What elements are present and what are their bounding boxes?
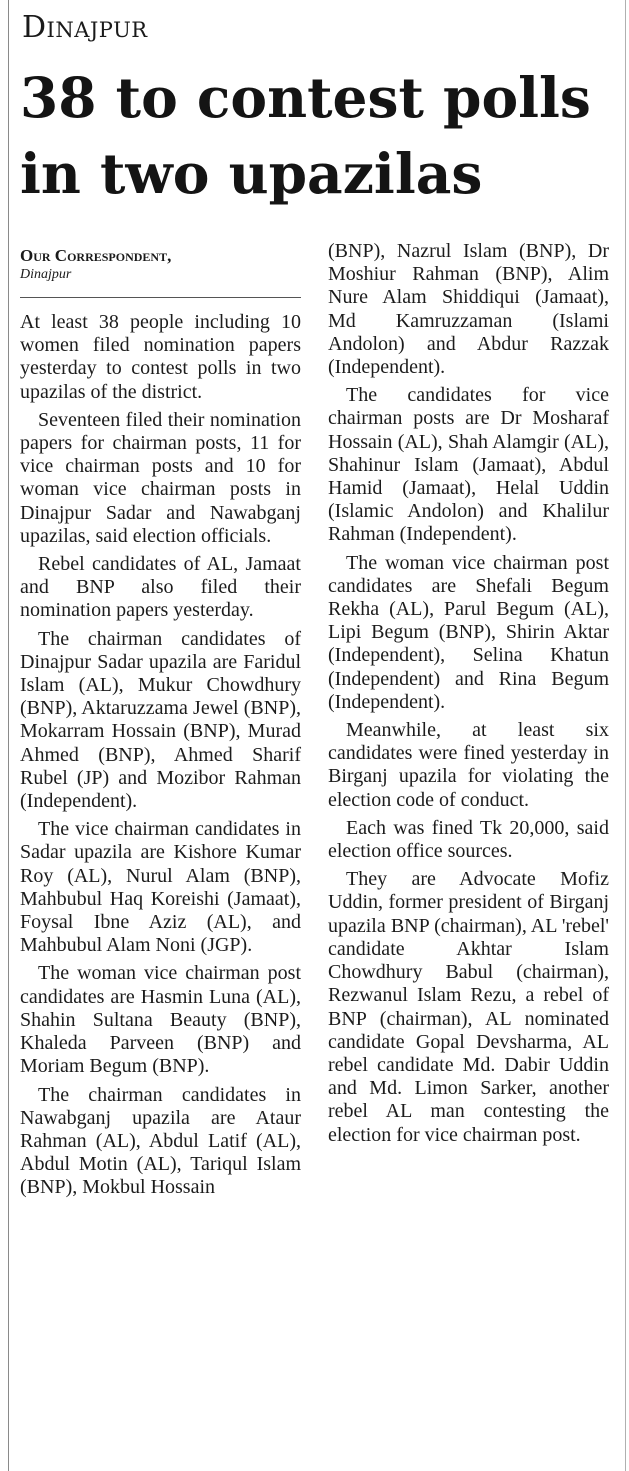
paragraph: Rebel candidates of AL, Jamaat and BNP also filed their nomination papers yesterday. [20, 553, 301, 622]
headline-line-2: in two upazilas [20, 141, 483, 206]
paragraph: Seventeen filed their nomination papers for chairman posts, 11 for vice chairman posts and 10 for woman vice chairman posts in Dinajpur Sadar and Nawabganj upazilas, said election officials. [20, 408, 301, 547]
section-kicker: Dinajpur [22, 10, 148, 45]
article-column-2 [328, 240, 609, 1152]
headline-line-1: 38 to contest polls [20, 65, 591, 130]
paragraph: The candidates for vice chairman posts are Dr Mosharaf Hossain (AL), Shah Alamgir (AL), Shahinur Islam (Jamaat), Abdul Hamid (Jamaat), Helal Uddin (Islamic Andolon) and Khalilur Rahman (Independent). [328, 384, 609, 546]
paragraph: Meanwhile, at least six candidates were fined yesterday in Birganj upazila for violating the election code of conduct. [328, 719, 609, 811]
headline [20, 60, 620, 212]
byline-name: Our Correspondent, [20, 246, 172, 265]
column-divider-left [8, 0, 9, 1471]
paragraph: The chairman candidates in Nawabganj upazila are Ataur Rahman (AL), Abdul Latif (AL), Abdul Motin (AL), Tariqul Islam (BNP), Mokbul Hossain [20, 1083, 301, 1199]
article-column-1 [20, 311, 301, 1205]
paragraph: At least 38 people including 10 women filed nomination papers yesterday to contest polls in two upazilas of the district. [20, 311, 301, 403]
paragraph: The woman vice chairman post candidates are Shefali Begum Rekha (AL), Parul Begum (AL), Lipi Begum (BNP), Shirin Aktar (Independent), Selina Khatun (Independent) and Rina Begum (Independent). [328, 551, 609, 713]
paragraph: The woman vice chairman post candidates are Hasmin Luna (AL), Shahin Sultana Beauty (BNP), Khaleda Parveen (BNP) and Moriam Begum (BNP). [20, 962, 301, 1078]
paragraph: They are Advocate Mofiz Uddin, former president of Birganj upazila BNP (chairman), AL 'rebel' candidate Akhtar Islam Chowdhury Babul (chairman), Rezwanul Islam Rezu, a rebel of BNP (chairman), AL nominated candidate Gopal Devsharma, AL rebel candidate Md. Dabir Uddin and Md. Limon Sarker, another rebel AL man contesting the election for vice chairman post. [328, 868, 609, 1146]
byline-place: Dinajpur [20, 267, 72, 282]
byline-divider [20, 297, 301, 298]
byline [20, 246, 300, 284]
paragraph: (BNP), Nazrul Islam (BNP), Dr Moshiur Rahman (BNP), Alim Nure Alam Shiddiqui (Jamaat), Md Kamruzzaman (Islami Andolon) and Abdur Razzak (Independent). [328, 240, 609, 379]
paragraph: Each was fined Tk 20,000, said election office sources. [328, 816, 609, 863]
paragraph: The chairman candidates of Dinajpur Sadar upazila are Faridul Islam (AL), Mukur Chowdhury (BNP), Aktaruzzama Jewel (BNP), Mokarram Hossain (BNP), Murad Ahmed (BNP), Ahmed Sharif Rubel (JP) and Mozibor Rahman (Independent). [20, 627, 301, 813]
column-divider-right [625, 0, 626, 1471]
paragraph: The vice chairman candidates in Sadar upazila are Kishore Kumar Roy (AL), Nurul Alam (BNP), Mahbubul Haq Koreishi (Jamaat), Foysal Ibne Aziz (AL), and Mahbubul Alam Noni (JGP). [20, 818, 301, 957]
